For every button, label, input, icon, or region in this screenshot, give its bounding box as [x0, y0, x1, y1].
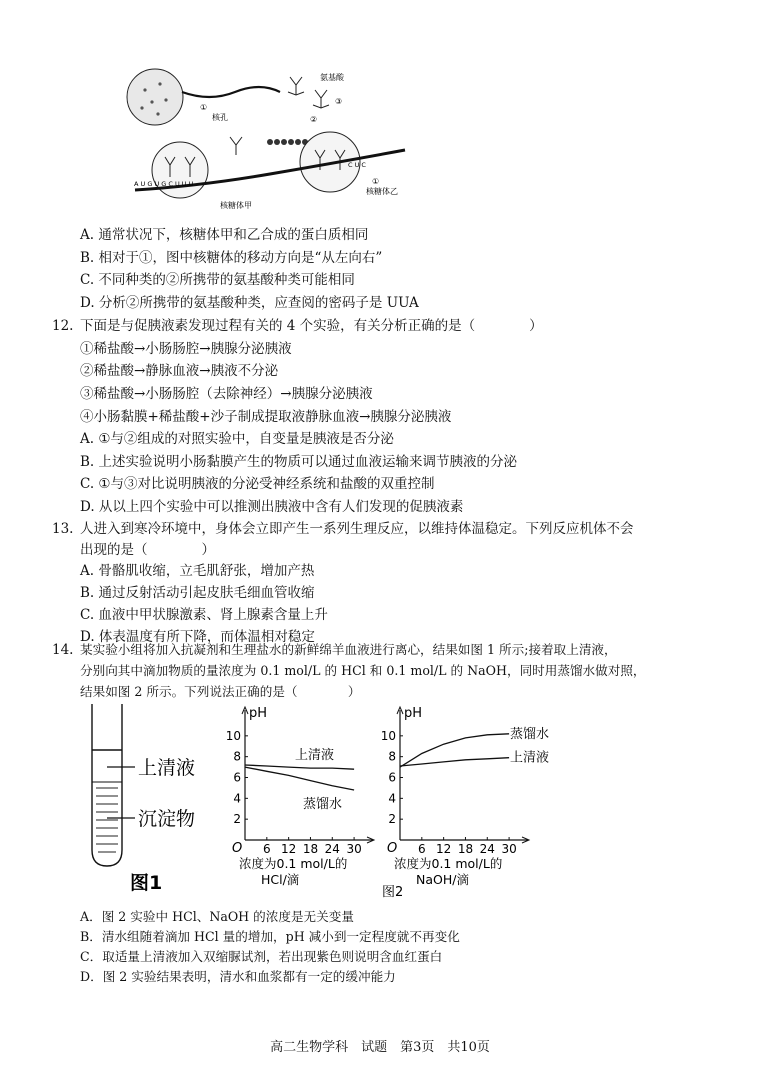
chart1-ytick-label: 4: [233, 791, 241, 806]
chart2-ytick-label: 10: [380, 728, 396, 743]
chart1-series-line-1: [245, 765, 354, 769]
q12-option-c: C. ①与③对比说明胰液的分泌受神经系统和盐酸的双重控制: [80, 476, 435, 492]
chart1-xtick-label: 18: [302, 842, 319, 856]
q14-option-b: B．清水组随着滴加 HCl 量的增加，pH 减小到一定程度就不再变化: [80, 929, 460, 944]
nucleus: [127, 69, 183, 125]
label-ribosome-yi: 核糖体乙: [366, 187, 398, 196]
chart2-xlabel-line2: NaOH/滴: [416, 872, 469, 887]
chart1-xlabel-line2: HCl/滴: [261, 872, 300, 887]
chart1-ytick-label: 8: [233, 749, 241, 764]
chart2-ytick-label: 4: [388, 791, 396, 806]
chart1-ylabel: pH: [249, 706, 268, 721]
chart2-xtick-label: 30: [501, 842, 517, 856]
q14-option-d: D．图 2 实验结果表明，清水和血浆都有一定的缓冲能力: [80, 969, 396, 984]
q12-exp2: ②稀盐酸→静脉血液→胰液不分泌: [80, 363, 279, 379]
chart2-xtick-label: 18: [457, 842, 474, 856]
chart1-xtick-label: 6: [262, 842, 271, 856]
q13-stem-2: 出现的是（ ）: [80, 542, 215, 558]
q14-option-a: A．图 2 实验中 HCl、NaOH 的浓度是无关变量: [80, 909, 354, 924]
q12-exp3: ③稀盐酸→小肠肠腔（去除神经）→胰腺分泌胰液: [80, 386, 373, 402]
label-amino-acid: 氨基酸: [320, 73, 344, 82]
codon-left: A U G U G C U U U: [134, 180, 194, 188]
chart2-ylabel: pH: [404, 706, 423, 721]
fig1-label-precipitate: 沉淀物: [138, 808, 196, 830]
codon-right: C U C: [348, 161, 366, 169]
chart1-origin: O: [232, 841, 243, 856]
page-footer: 高二生物学科 试题 第3页 共10页: [270, 1040, 490, 1055]
chart1-ytick-label: 6: [233, 770, 241, 785]
q12-option-d: D. 从以上四个实验中可以推测出胰液中含有人们发现的促胰液素: [80, 499, 464, 515]
q14-stem-1: 某实验小组将加入抗凝剂和生理盐水的新鲜绵羊血液进行离心，结果如图 1 所示;接着取上清液，: [80, 642, 617, 657]
q12-exp4: ④小肠黏膜+稀盐酸+沙子制成提取液静脉血液→胰腺分泌胰液: [80, 409, 452, 425]
chart2-series-label-2: 上清液: [510, 750, 550, 766]
chart2-series-line-1: [400, 734, 509, 767]
q12-option-b: B. 上述实验说明小肠黏膜产生的物质可以通过血液运输来调节胰液的分泌: [80, 454, 518, 470]
figure-1-test-tube: [80, 700, 230, 900]
chart2-xtick-label: 12: [435, 842, 452, 856]
q11-option-a: A. 通常状况下，核糖体甲和乙合成的蛋白质相同: [80, 227, 369, 243]
chart2-xlabel-line1: 浓度为0.1 mol/L的: [394, 856, 503, 871]
q11-option-d: D. 分析②所携带的氨基酸种类，应查阅的密码子是 UUA: [80, 295, 419, 311]
q14-option-c: C．取适量上清液加入双缩脲试剂，若出现紫色则说明含血红蛋白: [80, 949, 443, 964]
chart1-series-label-1: 上清液: [295, 748, 335, 764]
q13-number: 13.: [52, 521, 74, 537]
circle-label-1a: ①: [200, 103, 208, 112]
chart2-series-label-1: 蒸馏水: [510, 726, 550, 742]
fig1-caption: 图1: [130, 872, 163, 894]
translation-diagram: [120, 62, 410, 212]
label-ribosome-jia: 核糖体甲: [220, 201, 252, 210]
q14-stem-3: 结果如图 2 所示。下列说法正确的是（ ）: [80, 684, 361, 699]
chart1-xtick-label: 24: [324, 842, 340, 856]
chart2-xtick-label: 6: [417, 842, 426, 856]
q14-number: 14.: [52, 642, 74, 658]
circle-label-2: ②: [310, 115, 318, 124]
chart2-ytick-label: 6: [388, 770, 396, 785]
q14-stem-2: 分别向其中滴加物质的量浓度为 0.1 mol/L 的 HCl 和 0.1 mol/L 的 NaOH，同时用蒸馏水做对照，: [80, 663, 646, 678]
q13-option-a: A. 骨骼肌收缩，立毛肌舒张，增加产热: [80, 563, 315, 579]
figure-2-charts: [225, 700, 585, 900]
fig2-caption: 图2: [382, 885, 404, 900]
fig1-label-supernatant: 上清液: [138, 757, 196, 779]
q13-option-b: B. 通过反射活动引起皮肤毛细血管收缩: [80, 585, 315, 601]
label-nuclear-pore: 核孔: [212, 113, 228, 122]
chart2-origin: O: [387, 841, 398, 856]
q12-exp1: ①稀盐酸→小肠肠腔→胰腺分泌胰液: [80, 341, 292, 357]
chart2-ytick-label: 8: [388, 749, 396, 764]
q11-option-b: B. 相对于①，图中核糖体的移动方向是“从左向右”: [80, 250, 383, 266]
q12-option-a: A. ①与②组成的对照实验中，自变量是胰液是否分泌: [80, 431, 394, 447]
chart2-series-line-2: [400, 758, 509, 766]
chart1-ytick-label: 10: [225, 728, 241, 743]
q12-stem: 下面是与促胰液素发现过程有关的 4 个实验，有关分析正确的是（ ）: [80, 318, 543, 334]
q12-number: 12.: [52, 318, 74, 334]
chart2-ytick-label: 2: [388, 812, 396, 827]
chart2-xtick-label: 24: [479, 842, 495, 856]
chart1-xtick-label: 30: [346, 842, 362, 856]
q11-option-c: C. 不同种类的②所携带的氨基酸种类可能相同: [80, 272, 355, 288]
chart1-ytick-label: 2: [233, 812, 241, 827]
chart1-series-label-2: 蒸馏水: [303, 797, 343, 812]
chart1-xtick-label: 12: [280, 842, 297, 856]
circle-label-1b: ①: [372, 177, 380, 186]
q13-option-c: C. 血液中甲状腺激素、肾上腺素含量上升: [80, 607, 328, 623]
circle-label-3: ③: [335, 97, 343, 106]
q13-stem-1: 人进入到寒冷环境中，身体会立即产生一系列生理反应，以维持体温稳定。下列反应机体不会: [80, 521, 634, 537]
q13-option-d: D. 体表温度有所下降，而体温相对稳定: [80, 629, 315, 645]
chart1-xlabel-line1: 浓度为0.1 mol/L的: [239, 856, 348, 871]
chart1-series-line-2: [245, 767, 354, 790]
